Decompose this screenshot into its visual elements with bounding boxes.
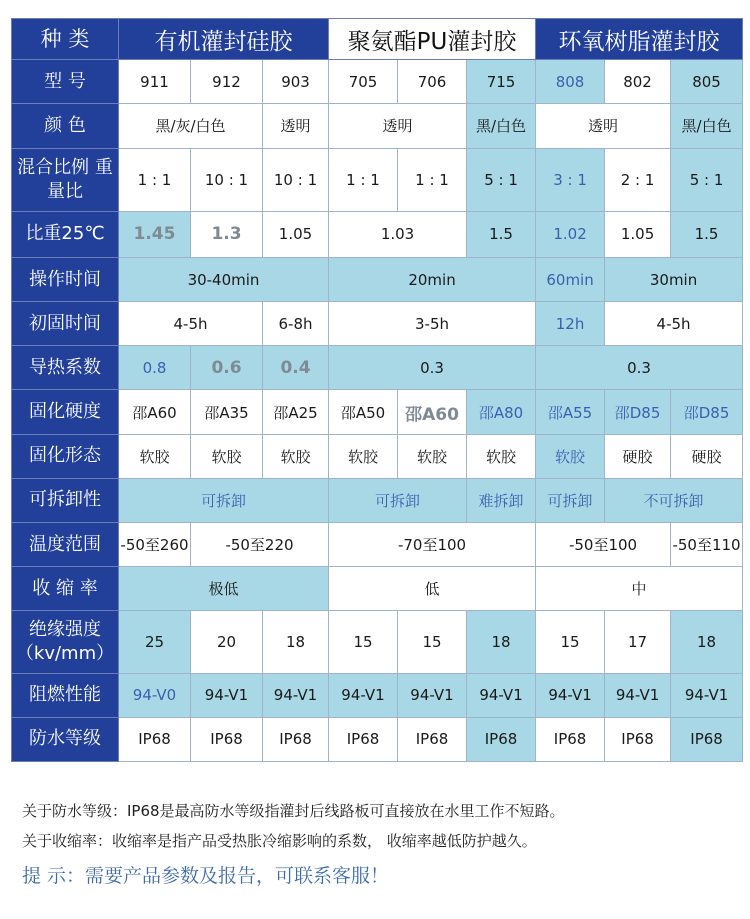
cell: 705 xyxy=(329,60,398,104)
row-label: 阻燃性能 xyxy=(12,673,119,717)
cell: 94-V0 xyxy=(119,673,191,717)
cell: 1 : 1 xyxy=(329,148,398,211)
cell: 12h xyxy=(536,302,605,346)
cell: 邵A25 xyxy=(263,390,329,434)
cell: 黑/白色 xyxy=(467,104,536,148)
row-hardness xyxy=(12,390,743,434)
cell: 18 xyxy=(671,611,743,673)
cell: 805 xyxy=(671,60,743,104)
cell: -50至100 xyxy=(536,522,671,566)
group-epoxy: 环氧树脂灌封胶 xyxy=(536,19,743,60)
spec-table xyxy=(11,18,743,762)
row-flame xyxy=(12,673,743,717)
row-initial-cure xyxy=(12,302,743,346)
cell: 3-5h xyxy=(329,302,536,346)
cell: IP68 xyxy=(263,717,329,761)
row-label: 混合比例 重量比 xyxy=(12,148,119,211)
row-color xyxy=(12,104,743,148)
contact-hint: 提 示：需要产品参数及报告，可联系客服！ xyxy=(22,865,390,887)
cell: 软胶 xyxy=(263,434,329,478)
cell: 软胶 xyxy=(191,434,263,478)
cell: 软胶 xyxy=(467,434,536,478)
cell: 1.05 xyxy=(263,211,329,257)
cell: 透明 xyxy=(536,104,671,148)
cell: 0.6 xyxy=(191,346,263,390)
row-removability xyxy=(12,478,743,522)
cell: 可拆卸 xyxy=(119,478,329,522)
cell: 6-8h xyxy=(263,302,329,346)
row-label: 收 缩 率 xyxy=(12,567,119,611)
row-waterproof xyxy=(12,717,743,761)
row-label: 颜 色 xyxy=(12,104,119,148)
cell: -50至110 xyxy=(671,522,743,566)
cell: 邵D85 xyxy=(605,390,671,434)
cell: 94-V1 xyxy=(536,673,605,717)
cell: 硬胶 xyxy=(605,434,671,478)
cell: 1.03 xyxy=(329,211,467,257)
cell: 透明 xyxy=(329,104,467,148)
cell: 20min xyxy=(329,257,536,301)
cell: 黑/灰/白色 xyxy=(119,104,263,148)
row-label: 型 号 xyxy=(12,60,119,104)
cell: 软胶 xyxy=(119,434,191,478)
row-label: 导热系数 xyxy=(12,346,119,390)
cell: 18 xyxy=(263,611,329,673)
cell: 邵A55 xyxy=(536,390,605,434)
cell: 4-5h xyxy=(119,302,263,346)
cell: 邵D85 xyxy=(671,390,743,434)
cell: 难拆卸 xyxy=(467,478,536,522)
cell: IP68 xyxy=(467,717,536,761)
cell: 邵A35 xyxy=(191,390,263,434)
cell: 60min xyxy=(536,257,605,301)
cell: 0.3 xyxy=(536,346,743,390)
cell: 邵A60 xyxy=(398,390,467,434)
cell: 94-V1 xyxy=(671,673,743,717)
cell: 2 : 1 xyxy=(605,148,671,211)
cell: 94-V1 xyxy=(329,673,398,717)
cell: -50至220 xyxy=(191,522,329,566)
cell: 1.3 xyxy=(191,211,263,257)
cell: 3 : 1 xyxy=(536,148,605,211)
row-label: 初固时间 xyxy=(12,302,119,346)
cell: 30min xyxy=(605,257,743,301)
cell: IP68 xyxy=(536,717,605,761)
cell: 硬胶 xyxy=(671,434,743,478)
cell: 邵A60 xyxy=(119,390,191,434)
cell: IP68 xyxy=(329,717,398,761)
cell: 低 xyxy=(329,567,536,611)
cell: 25 xyxy=(119,611,191,673)
cell: -70至100 xyxy=(329,522,536,566)
cell: 邵A80 xyxy=(467,390,536,434)
cell: 802 xyxy=(605,60,671,104)
header-label: 种 类 xyxy=(12,19,119,60)
cell: 0.8 xyxy=(119,346,191,390)
cell: 18 xyxy=(467,611,536,673)
cell: 10 : 1 xyxy=(191,148,263,211)
row-label: 防水等级 xyxy=(12,717,119,761)
row-insulation xyxy=(12,611,743,673)
row-thermal xyxy=(12,346,743,390)
cell: 极低 xyxy=(119,567,329,611)
cell: 15 xyxy=(329,611,398,673)
row-temperature xyxy=(12,522,743,566)
cell: 706 xyxy=(398,60,467,104)
cell: 中 xyxy=(536,567,743,611)
row-label: 绝缘强度 （kv/mm） xyxy=(12,611,119,673)
cell: 5 : 1 xyxy=(467,148,536,211)
note-shrinkage: 关于收缩率：收缩率是指产品受热胀冷缩影响的系数， 收缩率越低防护越久。 xyxy=(22,832,537,850)
note-waterproof: 关于防水等级：IP68是最高防水等级指灌封后线路板可直接放在水里工作不短路。 xyxy=(22,802,565,820)
cell: 15 xyxy=(536,611,605,673)
cell: 1 : 1 xyxy=(398,148,467,211)
cell: 透明 xyxy=(263,104,329,148)
cell: 808 xyxy=(536,60,605,104)
cell: 17 xyxy=(605,611,671,673)
cell: 黑/白色 xyxy=(671,104,743,148)
group-polyurethane: 聚氨酯PU灌封胶 xyxy=(329,19,536,60)
cell: 715 xyxy=(467,60,536,104)
cell: 20 xyxy=(191,611,263,673)
row-working-time xyxy=(12,257,743,301)
cell: 30-40min xyxy=(119,257,329,301)
row-model xyxy=(12,60,743,104)
cell: 4-5h xyxy=(605,302,743,346)
row-cure-form xyxy=(12,434,743,478)
cell: IP68 xyxy=(671,717,743,761)
cell: 94-V1 xyxy=(605,673,671,717)
cell: IP68 xyxy=(119,717,191,761)
cell: IP68 xyxy=(398,717,467,761)
row-label: 可拆卸性 xyxy=(12,478,119,522)
row-shrinkage xyxy=(12,567,743,611)
cell: 0.3 xyxy=(329,346,536,390)
cell: 软胶 xyxy=(398,434,467,478)
group-silicone: 有机灌封硅胶 xyxy=(119,19,329,60)
cell: 94-V1 xyxy=(263,673,329,717)
cell: 软胶 xyxy=(536,434,605,478)
row-label: 比重25℃ xyxy=(12,211,119,257)
cell: IP68 xyxy=(605,717,671,761)
header-row xyxy=(12,19,743,60)
cell: 邵A50 xyxy=(329,390,398,434)
cell: 903 xyxy=(263,60,329,104)
cell: 94-V1 xyxy=(467,673,536,717)
cell: 可拆卸 xyxy=(536,478,605,522)
cell: 不可拆卸 xyxy=(605,478,743,522)
row-label: 温度范围 xyxy=(12,522,119,566)
cell: 0.4 xyxy=(263,346,329,390)
cell: 10 : 1 xyxy=(263,148,329,211)
cell: 94-V1 xyxy=(398,673,467,717)
cell: 1.02 xyxy=(536,211,605,257)
cell: 15 xyxy=(398,611,467,673)
row-label: 固化硬度 xyxy=(12,390,119,434)
row-density xyxy=(12,211,743,257)
cell: 1.5 xyxy=(467,211,536,257)
row-label: 固化形态 xyxy=(12,434,119,478)
cell: -50至260 xyxy=(119,522,191,566)
cell: 1.45 xyxy=(119,211,191,257)
cell: 软胶 xyxy=(329,434,398,478)
row-mix-ratio xyxy=(12,148,743,211)
row-label: 操作时间 xyxy=(12,257,119,301)
cell: 1.05 xyxy=(605,211,671,257)
cell: 可拆卸 xyxy=(329,478,467,522)
cell: IP68 xyxy=(191,717,263,761)
cell: 5 : 1 xyxy=(671,148,743,211)
cell: 911 xyxy=(119,60,191,104)
cell: 94-V1 xyxy=(191,673,263,717)
cell: 1.5 xyxy=(671,211,743,257)
cell: 912 xyxy=(191,60,263,104)
cell: 1 : 1 xyxy=(119,148,191,211)
